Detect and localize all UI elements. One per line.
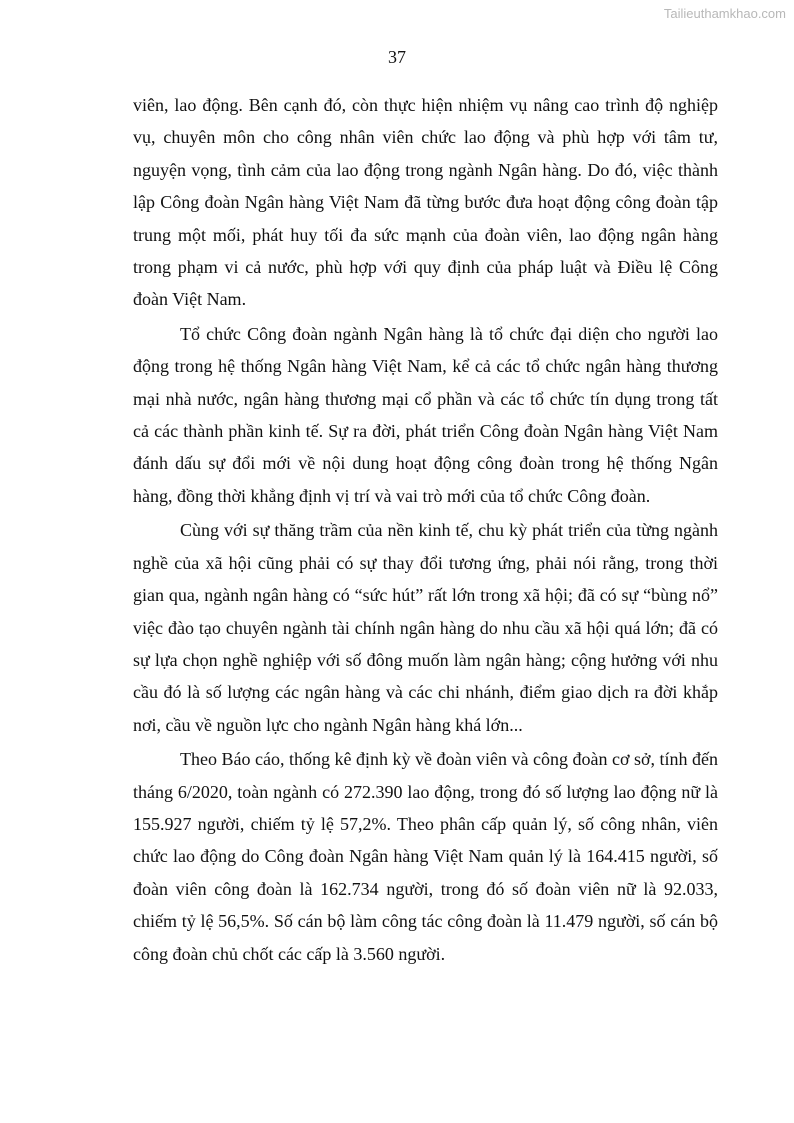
paragraph-4: Theo Báo cáo, thống kê định kỳ về đoàn viên và công đoàn cơ sở, tính đến tháng 6/2020, toàn ngành có 272.390 lao động, trong đó số lượng lao động nữ là 155.927 người, chiếm tỷ lệ 57,2%. Theo phân cấp quản lý, số công nhân, viên chức lao động do Công đoàn Ngân hàng Việt Nam quản lý là 164.415 người, số đoàn viên công đoàn là 162.734 người, trong đó số đoàn viên nữ là 92.033, chiếm tỷ lệ 56,5%. Số cán bộ làm công tác công đoàn là 11.479 người, số cán bộ công đoàn chủ chốt các cấp là 3.560 người. bbox=[133, 749, 718, 964]
document-body bbox=[133, 89, 718, 972]
watermark: Tailieuthamkhao.com bbox=[663, 6, 786, 21]
paragraph-2: Tổ chức Công đoàn ngành Ngân hàng là tổ chức đại diện cho người lao động trong hệ thống Ngân hàng Việt Nam, kể cả các tổ chức ngân hàng thương mại nhà nước, ngân hàng thương mại cổ phần và các tổ chức tín dụng trong tất cả các thành phần kinh tế. Sự ra đời, phát triển Công đoàn Ngân hàng Việt Nam đánh dấu sự đổi mới về nội dung hoạt động công đoàn trong hệ thống Ngân hàng, đồng thời khẳng định vị trí và vai trò mới của tổ chức Công đoàn. bbox=[133, 323, 718, 506]
paragraph-3: Cùng với sự thăng trầm của nền kinh tế, chu kỳ phát triển của từng ngành nghề của xã hội cũng phải có sự thay đổi tương ứng, phải nói rằng, trong thời gian qua, ngành ngân hàng có “sức hút” rất lớn trong xã hội; đã có sự “bùng nổ” việc đào tạo chuyên ngành tài chính ngân hàng do nhu cầu xã hội quá lớn; đã có sự lựa chọn nghề nghiệp với số đông muốn làm ngân hàng; cộng hưởng với nhu cầu đó là số lượng các ngân hàng và các chi nhánh, điểm giao dịch ra đời khắp nơi, cầu về nguồn lực cho ngành Ngân hàng khá lớn... bbox=[133, 520, 718, 735]
page-number: 37 bbox=[388, 47, 406, 67]
paragraph-1: viên, lao động. Bên cạnh đó, còn thực hiện nhiệm vụ nâng cao trình độ nghiệp vụ, chuyên môn cho công nhân viên chức lao động và phù hợp với tâm tư, nguyện vọng, tình cảm của lao động trong ngành Ngân hàng. Do đó, việc thành lập Công đoàn Ngân hàng Việt Nam đã từng bước đưa hoạt động công đoàn tập trung một mối, phát huy tối đa sức mạnh của đoàn viên, lao động ngân hàng trong phạm vi cả nước, phù hợp với quy định của pháp luật và Điều lệ Công đoàn Việt Nam. bbox=[133, 95, 718, 310]
